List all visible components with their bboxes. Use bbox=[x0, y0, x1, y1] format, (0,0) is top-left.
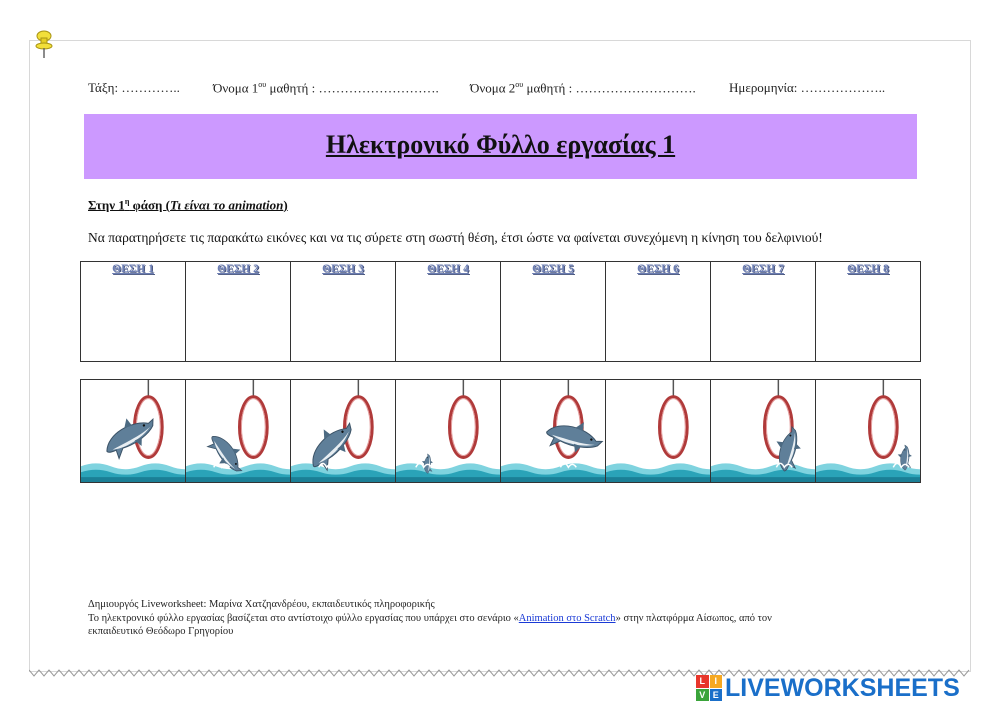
dolphin-frame-8[interactable] bbox=[816, 380, 920, 482]
dolphin-scene bbox=[396, 380, 500, 482]
splash bbox=[117, 463, 133, 467]
dolphin-frame-5[interactable] bbox=[501, 380, 606, 482]
drop-slot-8[interactable] bbox=[816, 262, 920, 361]
slot-label: ΘΕΣΗ 6 bbox=[637, 263, 679, 275]
drop-slot-7[interactable] bbox=[711, 262, 816, 361]
drop-slot-1[interactable] bbox=[81, 262, 186, 361]
slot-label: ΘΕΣΗ 2 bbox=[217, 263, 259, 275]
slot-label: ΘΕΣΗ 4 bbox=[427, 263, 469, 275]
dolphin-frame-7[interactable] bbox=[711, 380, 816, 482]
footer-teacher: εκπαιδευτικό Θεόδωρο Γρηγορίου bbox=[88, 626, 234, 637]
date-field[interactable]: Ημερομηνία: ……………….. bbox=[729, 80, 886, 95]
drop-slot-2[interactable] bbox=[186, 262, 291, 361]
dolphin-scene bbox=[501, 380, 605, 482]
dolphin-frame-6[interactable] bbox=[606, 380, 711, 482]
dolphin-frame-1[interactable] bbox=[81, 380, 186, 482]
dolphin-frame-2[interactable] bbox=[186, 380, 291, 482]
dolphin-scene bbox=[606, 380, 710, 482]
drop-target-grid bbox=[80, 261, 921, 362]
slot-label: ΘΕΣΗ 7 bbox=[742, 263, 784, 275]
drop-slot-3[interactable] bbox=[291, 262, 396, 361]
slot-label: ΘΕΣΗ 8 bbox=[847, 263, 889, 275]
student2-field[interactable]: Όνομα $2^{o\upsilon}$ μαθητή : ………………………. bbox=[470, 80, 696, 96]
draggable-frames-row bbox=[80, 379, 921, 483]
drop-slot-5[interactable] bbox=[501, 262, 606, 361]
slot-label: ΘΕΣΗ 5 bbox=[532, 263, 574, 275]
slot-label: ΘΕΣΗ 1 bbox=[112, 263, 154, 275]
dolphin-scene bbox=[291, 380, 395, 482]
dolphin-scene bbox=[81, 380, 185, 482]
dolphin-frame-3[interactable] bbox=[291, 380, 396, 482]
slot-label: ΘΕΣΗ 3 bbox=[322, 263, 364, 275]
pushpin-icon bbox=[33, 29, 55, 59]
class-field[interactable]: Τάξη: ………….. bbox=[88, 80, 180, 95]
drop-slot-6[interactable] bbox=[606, 262, 711, 361]
logo-square: I bbox=[710, 675, 723, 688]
liveworksheets-brand-text: LIVEWORKSHEETS bbox=[725, 673, 960, 702]
footer-author: Δημιουργός Liveworksheet: Μαρίνα Χατζηανδρέου, εκπαιδευτικός πληροφορικής bbox=[88, 599, 435, 610]
drop-slot-4[interactable] bbox=[396, 262, 501, 361]
dolphin-scene bbox=[186, 380, 290, 482]
logo-square: E bbox=[710, 689, 723, 702]
dolphin-frame-4[interactable] bbox=[396, 380, 501, 482]
logo-square: L bbox=[696, 675, 709, 688]
phase-heading: Στην $1^\eta$ φάση (Τι είναι το animation) bbox=[88, 197, 288, 213]
footer-credits bbox=[88, 598, 888, 639]
footer-source: Το ηλεκτρονικό φύλλο εργασίας βασίζεται στο αντίστοιχο φύλλο εργασίας που υπάρχει στο σενάριο «Animation στο Scratch» στην πλατφόρμα Αίσωπος, από τον bbox=[88, 612, 772, 624]
liveworksheets-logo[interactable] bbox=[696, 673, 960, 703]
title-banner bbox=[84, 114, 917, 179]
dolphin-scene bbox=[711, 380, 815, 482]
scratch-animation-link[interactable]: Animation στο Scratch bbox=[518, 612, 616, 624]
student1-field[interactable]: Όνομα $1^{o\upsilon}$ μαθητή : ………………………. bbox=[213, 80, 439, 96]
logo-square: V bbox=[696, 689, 709, 702]
page-title: Ηλεκτρονικό Φύλλο εργασίας 1 bbox=[325, 130, 676, 159]
instruction-text: Να παρατηρήσετε τις παρακάτω εικόνες και να τις σύρετε στη σωστή θέση, έτσι ώστε να φαίνεται συνεχόμενη η κίνηση του δελφινιού! bbox=[88, 230, 823, 245]
liveworksheets-logo-icon bbox=[696, 675, 722, 701]
dolphin-scene bbox=[816, 380, 920, 482]
